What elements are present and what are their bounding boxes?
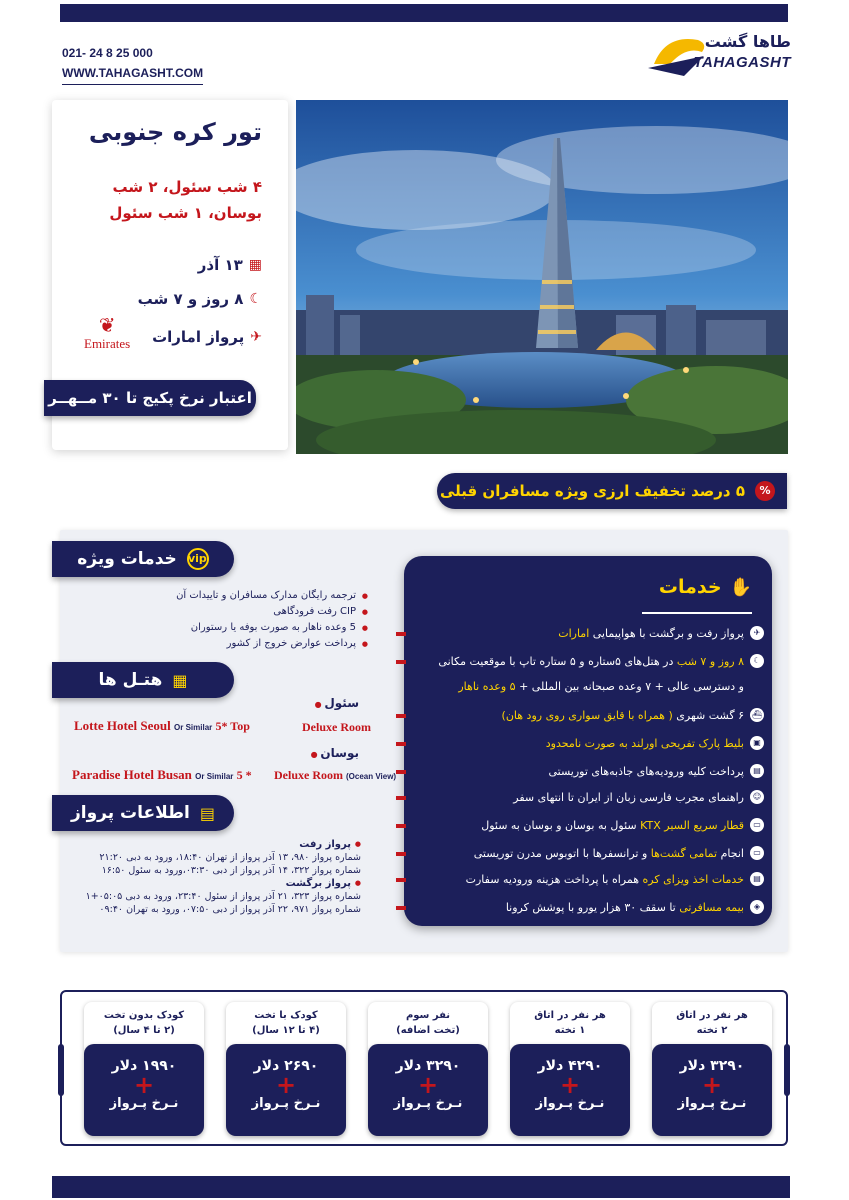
price-card-body [84,1044,204,1136]
service-bullet [396,906,406,910]
special-services-title: خدمات ویژه [77,549,177,569]
tour-date-row [198,256,262,274]
service-text: انجام تمامی گشت‌ها و ترانسفرها با اتوبوس مدرن توریستی [473,846,744,860]
price-card-body [652,1044,772,1136]
service-bullet [396,742,406,746]
price-card-header: کودک بدون تخت (۲ تا ۴ سال) [84,1002,204,1050]
tour-flight-row [152,328,262,346]
service-item [513,790,764,804]
flight-line: شماره پرواز ۹۸۰، ۱۳ آذر پرواز از تهران ۱۸:۴۰، ورود به دبی ۲۱:۲۰ [99,852,361,863]
service-bullet [396,824,406,828]
flight-info-title: اطلاعات پرواز [71,803,190,823]
price-card-header: نفر سوم (تخت اضافه) [368,1002,488,1050]
bottom-bar [52,1176,790,1198]
service-icon: ▭ [750,818,764,832]
tour-info-card [48,100,288,450]
service-item [558,626,764,640]
service-text: ۶ گشت شهری ( همراه با قایق سواری روی رود هان) [501,708,744,722]
price-card-header: کودک با تخت (۴ تا ۱۲ سال) [226,1002,346,1050]
flight-line: شماره پرواز ۹۷۱، ۲۲ آذر پرواز از دبی ۰۷:۵۰، ورود به تهران ۰۹:۴۰ [99,904,361,915]
list-item: ● پرداخت عوارض خروج از کشور [176,636,368,652]
service-text: پرواز رفت و برگشت با هواپیمایی امارات [558,626,744,640]
price-value: ۱۹۹۰ دلار [111,1058,177,1074]
flight-fare-label: نـرخ پـرواز [677,1096,747,1111]
service-item [474,846,764,860]
service-item [548,764,764,778]
flight-fare-label: نـرخ پـرواز [535,1096,605,1111]
service-text: بیمه مسافرتی تا سقف ۳۰ هزار یورو با پوشش کرونا [505,900,744,914]
hotel-busan: Paradise Hotel Busan Or Similar 5 * [72,767,252,782]
service-text: و دسترسی عالی + ۷ وعده صبحانه بین المللی + ۵ وعده ناهار [458,680,744,693]
service-bullet [396,714,406,718]
price-card-header: هر نفر در اتاق ۲ تخته [652,1002,772,1050]
discount-banner [437,473,787,509]
service-icon: ▣ [750,736,764,750]
pricing-side-tab [784,1044,790,1096]
price-value: ۲۶۹۰ دلار [253,1058,319,1074]
logo-text-fa: طاها گشت [704,32,791,51]
tour-nights: ۴ شب سئول، ۲ شب بوسان، ۱ شب سئول [109,178,262,222]
service-item [458,680,744,693]
plus-sign: + [701,1071,723,1099]
tour-flight: پرواز امارات [152,328,245,346]
city-busan: بوسان ● [311,746,359,760]
price-card-body [368,1044,488,1136]
list-item: ● 5 وعده ناهار به صورت بوفه یا رستوران [176,620,368,636]
special-services-header [52,541,234,577]
plus-sign: + [275,1071,297,1099]
hand-service-icon: ✋ [729,576,752,598]
city-seoul: سئول ● [315,696,359,710]
list-item: ● ترجمه رایگان مدارک مسافران و تاییدات آن [176,588,368,604]
service-text: خدمات اخذ ویزای کره همراه با پرداخت هزینه ورودیه سفارت [465,872,744,886]
price-card-header: هر نفر در اتاق ۱ تخته [510,1002,630,1050]
room-busan: Deluxe Room (Ocean View) [274,768,397,782]
website-link[interactable]: WWW.TAHAGASHT.COM [62,63,203,85]
plus-sign: + [417,1071,439,1099]
pricing-side-tab [58,1044,64,1096]
hotel-seoul: Lotte Hotel Seoul Or Similar 5* Top [74,718,250,733]
price-value: ۳۲۹۰ دلار [679,1058,745,1074]
services-title-row [659,576,752,598]
validity-badge: اعتبار نرخ پکیج تا ۳۰ مــهــر [44,380,256,416]
tour-date: ۱۳ آذر [197,256,243,274]
special-services-list [176,588,368,652]
price-card [368,1002,488,1136]
service-bullet [396,796,406,800]
service-bullet [396,632,406,636]
services-panel [404,556,772,926]
service-item [502,708,764,722]
service-bullet [396,660,406,664]
service-text: قطار سریع السیر KTX سئول به بوسان و بوسان به سئول [481,818,744,832]
hotels-header [52,662,234,698]
ticket-icon: ▤ [199,803,216,823]
service-bullet [396,852,406,856]
plus-sign: + [559,1071,581,1099]
price-card [510,1002,630,1136]
room-seoul: Deluxe Room [302,720,371,734]
outbound-flights [86,838,361,916]
service-icon: ▤ [750,764,764,778]
building-icon: ▦ [172,670,188,690]
price-card [226,1002,346,1136]
service-bullet [396,878,406,882]
service-item [546,736,764,750]
service-icon: ⛴ [750,708,764,722]
flight-fare-label: نـرخ پـرواز [109,1096,179,1111]
airplane-icon: ✈ [250,329,262,345]
tour-duration-row [138,290,262,308]
hotels-title: هتـل ها [98,670,163,690]
flight-fare-label: نـرخ پـرواز [251,1096,321,1111]
price-value: ۴۲۹۰ دلار [537,1058,603,1074]
plus-sign: + [133,1071,155,1099]
service-text: بلیط پارک تفریحی اورلند به صورت نامحدود [545,736,744,750]
list-item: ● CIP رفت فرودگاهی [176,604,368,620]
service-item [506,900,764,914]
tahagasht-logo [646,32,791,82]
service-bullet [396,770,406,774]
price-card-body [510,1044,630,1136]
flight-fare-label: نـرخ پـرواز [393,1096,463,1111]
price-value: ۳۲۹۰ دلار [395,1058,461,1074]
service-text: پرداخت کلیه ورودیه‌های جاذبه‌های توریستی [548,764,744,778]
service-icon: ☾ [750,654,764,668]
service-icon: ✈ [750,626,764,640]
pricing-section [60,990,788,1146]
contact-block [62,43,203,85]
tour-duration: ۸ روز و ۷ شب [137,290,244,308]
percent-icon: % [755,481,775,501]
discount-text: ۵ درصد تخفیف ارزی ویژه مسافران قبلی [439,482,745,500]
service-icon: ◈ [750,900,764,914]
service-text: راهنمای مجرب فارسی زبان از ایران تا انتهای سفر [513,790,744,804]
service-icon: ☺ [750,790,764,804]
flight-line: شماره پرواز ۳۲۳، ۲۱ آذر پرواز از سئول ۲۳:۴۰، ورود به دبی ۰۵:۰۵+۱ [85,891,361,902]
calendar-icon: ▦ [248,257,262,273]
top-bar [60,4,788,22]
service-text: ۸ روز و ۷ شب در هتل‌های ۵ستاره و ۵ ستاره تاپ با موقعیت مکانی [438,654,744,668]
service-item [438,654,764,668]
moon-sun-icon: ☾ [249,291,262,307]
price-card [652,1002,772,1136]
flight-line: شماره پرواز ۳۲۲، ۱۴ آذر پرواز از دبی ۰۳:۳۰،ورود به سئول ۱۶:۵۰ [101,865,361,876]
vip-icon: vip [187,548,209,570]
service-icon: ▤ [750,872,764,886]
services-title: خدمات [658,576,722,598]
phone-number: 021- 24 8 25 000 [62,46,153,60]
emirates-logo: ❦ Emirates [84,313,131,351]
price-card [84,1002,204,1136]
tour-title: تور کره جنوبی [88,118,262,146]
price-card-body [226,1044,346,1136]
flight-info-header [52,795,234,831]
emirates-emblem-icon: ❦ [98,313,116,337]
service-item [466,872,764,886]
logo-text-en: TAHAGASHT [693,54,791,71]
service-icon: ▭ [750,846,764,860]
service-item [481,818,764,832]
seoul-photo [296,100,788,454]
return-label: ● پرواز برگشت [86,877,361,890]
outbound-label: ● پرواز رفت [86,838,361,851]
